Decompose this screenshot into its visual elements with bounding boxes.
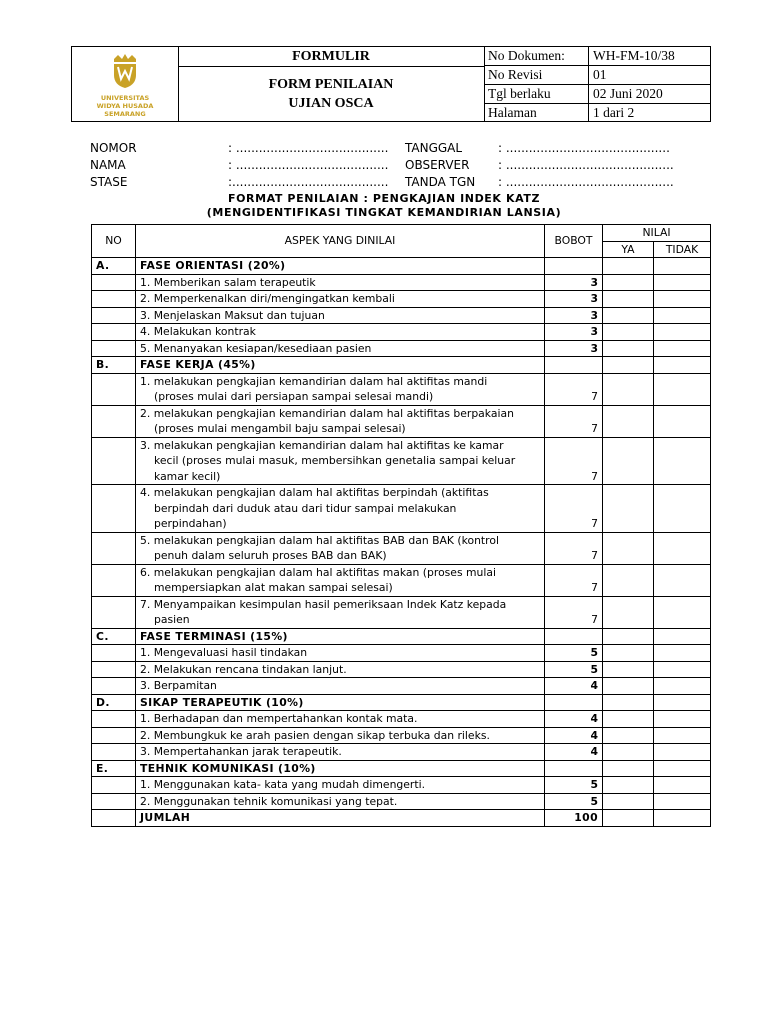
- ya-cell[interactable]: [603, 596, 654, 628]
- aspek-cell: [136, 564, 545, 596]
- field-nomor: [90, 140, 137, 156]
- meta-row-tgl-berlaku: [484, 85, 710, 104]
- header-ya: YA: [603, 241, 654, 258]
- ya-cell[interactable]: [603, 291, 654, 308]
- bobot-value: 7: [545, 532, 603, 564]
- tidak-cell[interactable]: [654, 744, 711, 761]
- aspek-text: mempersiapkan alat makan sampai selesai): [154, 581, 393, 594]
- ya-cell[interactable]: [603, 357, 654, 374]
- aspek-cell: [136, 727, 545, 744]
- no-cell: [92, 324, 136, 341]
- no-cell: [92, 793, 136, 810]
- tidak-cell[interactable]: [654, 727, 711, 744]
- table-row: [92, 274, 711, 291]
- bobot-value: 7: [545, 564, 603, 596]
- logo-text-line2: WIDYA HUSADA: [96, 102, 154, 110]
- form-title: [178, 75, 484, 113]
- table-row: [92, 307, 711, 324]
- aspek-text: 1. Memberikan salam terapeutik: [140, 275, 316, 289]
- no-cell: [92, 485, 136, 533]
- tidak-cell[interactable]: [654, 777, 711, 794]
- logo-text-line1: UNIVERSITAS: [100, 94, 150, 102]
- bobot-value: 3: [545, 340, 603, 357]
- section-no: C.: [92, 628, 136, 645]
- bobot-value: 5: [545, 793, 603, 810]
- tidak-cell[interactable]: [654, 258, 711, 275]
- field-label: NAMA: [90, 158, 126, 172]
- aspek-cell: [136, 596, 545, 628]
- meta-value: WH-FM-10/38: [593, 48, 675, 63]
- table-row: [92, 485, 711, 533]
- section-row: [92, 694, 711, 711]
- assessment-table: [91, 224, 711, 827]
- form-title-line2: UJIAN OSCA: [288, 96, 374, 111]
- ya-cell[interactable]: [603, 810, 654, 827]
- ya-cell[interactable]: [603, 711, 654, 728]
- ya-cell[interactable]: [603, 727, 654, 744]
- meta-row-halaman: [484, 104, 710, 122]
- document-meta: [484, 47, 710, 121]
- no-cell: [92, 727, 136, 744]
- header-bobot: BOBOT: [545, 225, 603, 258]
- section-row: [92, 357, 711, 374]
- no-cell: [92, 405, 136, 437]
- bobot-cell: [545, 258, 603, 275]
- no-cell: [92, 307, 136, 324]
- no-cell: [92, 810, 136, 827]
- ya-cell[interactable]: [603, 373, 654, 405]
- bobot-cell: [545, 694, 603, 711]
- ya-cell[interactable]: [603, 405, 654, 437]
- aspek-text: pasien: [154, 613, 190, 626]
- tidak-cell[interactable]: [654, 405, 711, 437]
- aspek-text: perpindahan): [154, 517, 227, 530]
- bobot-value: 7: [545, 405, 603, 437]
- header-tidak: TIDAK: [654, 241, 711, 258]
- table-row: [92, 793, 711, 810]
- aspek-text: kamar kecil): [154, 469, 221, 483]
- ya-cell[interactable]: [603, 694, 654, 711]
- bobot-value: 3: [545, 291, 603, 308]
- no-cell: [92, 274, 136, 291]
- field-tanda-tgn: TANDA TGN: [405, 175, 476, 189]
- table-row: [92, 532, 711, 564]
- tidak-cell[interactable]: [654, 678, 711, 695]
- section-title: FASE TERMINASI (15%): [136, 628, 545, 645]
- total-bobot: 100: [545, 810, 603, 827]
- bobot-value: 5: [545, 777, 603, 794]
- university-crest-icon: [107, 53, 143, 89]
- aspek-text: 7. Menyampaikan kesimpulan hasil pemeriksaan Indek Katz kepada: [140, 597, 507, 611]
- tidak-cell[interactable]: [654, 340, 711, 357]
- aspek-cell: [136, 291, 545, 308]
- meta-label: No Dokumen:: [488, 48, 565, 63]
- ya-cell[interactable]: [603, 532, 654, 564]
- bobot-value: 7: [545, 437, 603, 485]
- aspek-text: 6. melakukan pengkajian dalam hal aktifitas makan (proses mulai: [140, 565, 496, 579]
- aspek-text: 1. Menggunakan kata- kata yang mudah dimengerti.: [140, 778, 426, 791]
- bobot-value: 3: [545, 307, 603, 324]
- bobot-value: 3: [545, 324, 603, 341]
- aspek-text: kecil (proses mulai masuk, membersihkan genetalia sampai keluar: [154, 454, 516, 467]
- section-row: [92, 760, 711, 777]
- section-no: D.: [92, 694, 136, 711]
- tidak-cell[interactable]: [654, 437, 711, 485]
- aspek-text: 3. Mempertahankan jarak terapeutik.: [140, 745, 342, 758]
- no-cell: [92, 678, 136, 695]
- title-cell: [178, 47, 485, 121]
- aspek-text: penuh dalam seluruh proses BAB dan BAK): [154, 549, 387, 562]
- field-tanggal-value[interactable]: : ...........................................: [498, 141, 670, 155]
- aspek-text: 3. Menjelaskan Maksut dan tujuan: [140, 308, 325, 322]
- field-label: STASE: [90, 175, 128, 189]
- aspek-cell: [136, 340, 545, 357]
- bobot-value: 5: [545, 645, 603, 662]
- aspek-cell: [136, 405, 545, 437]
- aspek-cell: [136, 437, 545, 485]
- aspek-cell: [136, 744, 545, 761]
- aspek-cell: [136, 532, 545, 564]
- bobot-value: 3: [545, 274, 603, 291]
- tidak-cell[interactable]: [654, 694, 711, 711]
- aspek-cell: [136, 274, 545, 291]
- aspek-cell: [136, 711, 545, 728]
- tidak-cell[interactable]: [654, 760, 711, 777]
- no-cell: [92, 596, 136, 628]
- ya-cell[interactable]: [603, 645, 654, 662]
- aspek-text: (proses mulai dari persiapan sampai selesai mandi): [154, 390, 434, 403]
- tidak-cell[interactable]: [654, 274, 711, 291]
- aspek-text: berpindah dari duduk atau dari tidur sampai melakukan: [154, 501, 457, 515]
- field-nomor-value[interactable]: : ........................................: [228, 141, 389, 155]
- table-row: [92, 340, 711, 357]
- aspek-text: 2. Memperkenalkan diri/mengingatkan kembali: [140, 292, 395, 305]
- no-cell: [92, 373, 136, 405]
- aspek-text: 4. Melakukan kontrak: [140, 325, 256, 338]
- header-aspek: ASPEK YANG DINILAI: [136, 225, 545, 258]
- tidak-cell[interactable]: [654, 628, 711, 645]
- total-label: JUMLAH: [136, 810, 545, 827]
- aspek-cell: [136, 324, 545, 341]
- field-tanda-tgn-value[interactable]: : ............................................: [498, 175, 674, 189]
- aspek-text: (proses mulai mengambil baju sampai selesai): [154, 422, 406, 435]
- bobot-cell: [545, 628, 603, 645]
- bobot-value: 4: [545, 678, 603, 695]
- meta-label: No Revisi: [488, 67, 543, 82]
- table-row: [92, 405, 711, 437]
- table-row: [92, 777, 711, 794]
- aspek-text: 2. Membungkuk ke arah pasien dengan sikap terbuka dan rileks.: [140, 728, 490, 742]
- meta-value: 01: [593, 67, 607, 82]
- aspek-text: 2. Melakukan rencana tindakan lanjut.: [140, 662, 347, 676]
- subtitle-line1: FORMAT PENILAIAN : PENGKAJIAN INDEK KATZ: [227, 192, 541, 205]
- ya-cell[interactable]: [603, 437, 654, 485]
- ya-cell[interactable]: [603, 777, 654, 794]
- meta-value: 1 dari 2: [593, 105, 635, 120]
- tidak-cell[interactable]: [654, 810, 711, 827]
- aspek-cell: [136, 678, 545, 695]
- ya-cell[interactable]: [603, 485, 654, 533]
- section-title: FASE ORIENTASI (20%): [136, 258, 545, 275]
- no-cell: [92, 661, 136, 678]
- field-stase: [90, 174, 127, 190]
- aspek-text: 2. Menggunakan tehnik komunikasi yang tepat.: [140, 794, 398, 808]
- field-observer: OBSERVER: [405, 158, 470, 172]
- field-stase-value[interactable]: :.........................................: [228, 175, 389, 189]
- no-cell: [92, 645, 136, 662]
- table-row: [92, 744, 711, 761]
- aspek-text: 1. melakukan pengkajian kemandirian dalam hal aktifitas mandi: [140, 374, 488, 388]
- meta-row-dokumen: [484, 47, 710, 66]
- aspek-text: 1. Mengevaluasi hasil tindakan: [140, 646, 308, 659]
- section-row: [92, 628, 711, 645]
- ya-cell[interactable]: [603, 744, 654, 761]
- aspek-cell: [136, 777, 545, 794]
- tidak-cell[interactable]: [654, 532, 711, 564]
- aspek-cell: [136, 661, 545, 678]
- meta-label: Halaman: [488, 105, 537, 120]
- table-row: [92, 727, 711, 744]
- no-cell: [92, 532, 136, 564]
- header-no: NO: [92, 225, 136, 258]
- section-row: [92, 258, 711, 275]
- tidak-cell[interactable]: [654, 307, 711, 324]
- ya-cell[interactable]: [603, 307, 654, 324]
- bobot-value: 7: [545, 373, 603, 405]
- subtitle-line2: (MENGIDENTIFIKASI TINGKAT KEMANDIRIAN LANSIA): [206, 206, 562, 219]
- meta-label: Tgl berlaku: [488, 86, 551, 101]
- ya-cell[interactable]: [603, 760, 654, 777]
- tidak-cell[interactable]: [654, 596, 711, 628]
- table-row: [92, 437, 711, 485]
- ya-cell[interactable]: [603, 274, 654, 291]
- aspek-text: 3. Berpamitan: [140, 679, 217, 692]
- tidak-cell[interactable]: [654, 324, 711, 341]
- bobot-value: 7: [545, 485, 603, 533]
- aspek-cell: [136, 645, 545, 662]
- bobot-cell: [545, 760, 603, 777]
- bobot-value: 7: [545, 596, 603, 628]
- tidak-cell[interactable]: [654, 793, 711, 810]
- field-nama: [90, 157, 126, 173]
- section-no: A.: [92, 258, 136, 275]
- tidak-cell[interactable]: [654, 291, 711, 308]
- aspek-text: 3. melakukan pengkajian kemandirian dalam hal aktifitas ke kamar: [140, 438, 504, 452]
- bobot-value: 5: [545, 661, 603, 678]
- section-title: FASE KERJA (45%): [136, 357, 545, 374]
- aspek-cell: [136, 373, 545, 405]
- table-body: [92, 258, 711, 827]
- tidak-cell[interactable]: [654, 645, 711, 662]
- no-cell: [92, 437, 136, 485]
- formulir-label: FORMULIR: [178, 47, 484, 67]
- table-row: [92, 564, 711, 596]
- table-row: [92, 291, 711, 308]
- table-row: [92, 645, 711, 662]
- tidak-cell[interactable]: [654, 564, 711, 596]
- section-no: E.: [92, 760, 136, 777]
- no-cell: [92, 340, 136, 357]
- tidak-cell[interactable]: [654, 711, 711, 728]
- table-row: [92, 678, 711, 695]
- bobot-value: 4: [545, 727, 603, 744]
- meta-value: 02 Juni 2020: [593, 86, 663, 101]
- ya-cell[interactable]: [603, 793, 654, 810]
- header-nilai: NILAI: [603, 225, 711, 242]
- no-cell: [92, 711, 136, 728]
- section-title: TEHNIK KOMUNIKASI (10%): [136, 760, 545, 777]
- tidak-cell[interactable]: [654, 485, 711, 533]
- aspek-cell: [136, 307, 545, 324]
- ya-cell[interactable]: [603, 564, 654, 596]
- form-title-line1: FORM PENILAIAN: [268, 77, 394, 92]
- field-observer-value[interactable]: : ............................................: [498, 158, 674, 172]
- ya-cell[interactable]: [603, 340, 654, 357]
- tidak-cell[interactable]: [654, 661, 711, 678]
- tidak-cell[interactable]: [654, 373, 711, 405]
- table-row: [92, 711, 711, 728]
- aspek-text: 4. melakukan pengkajian dalam hal aktifitas berpindah (aktifitas: [140, 486, 489, 499]
- section-no: B.: [92, 357, 136, 374]
- tidak-cell[interactable]: [654, 357, 711, 374]
- table-row: [92, 596, 711, 628]
- field-nama-value[interactable]: : ........................................: [228, 158, 389, 172]
- ya-cell[interactable]: [603, 678, 654, 695]
- table-row: [92, 373, 711, 405]
- aspek-text: 5. melakukan pengkajian dalam hal aktifitas BAB dan BAK (kontrol: [140, 533, 499, 547]
- no-cell: [92, 291, 136, 308]
- ya-cell[interactable]: [603, 661, 654, 678]
- bobot-value: 4: [545, 744, 603, 761]
- field-label: NOMOR: [90, 141, 137, 155]
- aspek-text: 1. Berhadapan dan mempertahankan kontak mata.: [140, 712, 418, 725]
- no-cell: [92, 744, 136, 761]
- logo-cell: [72, 47, 179, 121]
- logo-text-line3: SEMARANG: [104, 110, 146, 118]
- field-tanggal: TANGGAL: [405, 141, 463, 155]
- table-row: [92, 661, 711, 678]
- ya-cell[interactable]: [603, 324, 654, 341]
- ya-cell[interactable]: [603, 258, 654, 275]
- bobot-value: 4: [545, 711, 603, 728]
- total-row: [92, 810, 711, 827]
- aspek-text: 5. Menanyakan kesiapan/kesediaan pasien: [140, 341, 372, 355]
- aspek-text: 2. melakukan pengkajian kemandirian dalam hal aktifitas berpakaian: [140, 406, 514, 420]
- ya-cell[interactable]: [603, 628, 654, 645]
- meta-row-revisi: [484, 66, 710, 85]
- aspek-cell: [136, 485, 545, 533]
- no-cell: [92, 777, 136, 794]
- no-cell: [92, 564, 136, 596]
- bobot-cell: [545, 357, 603, 374]
- table-row: [92, 324, 711, 341]
- document-header: [71, 46, 711, 122]
- aspek-cell: [136, 793, 545, 810]
- section-title: SIKAP TERAPEUTIK (10%): [136, 694, 545, 711]
